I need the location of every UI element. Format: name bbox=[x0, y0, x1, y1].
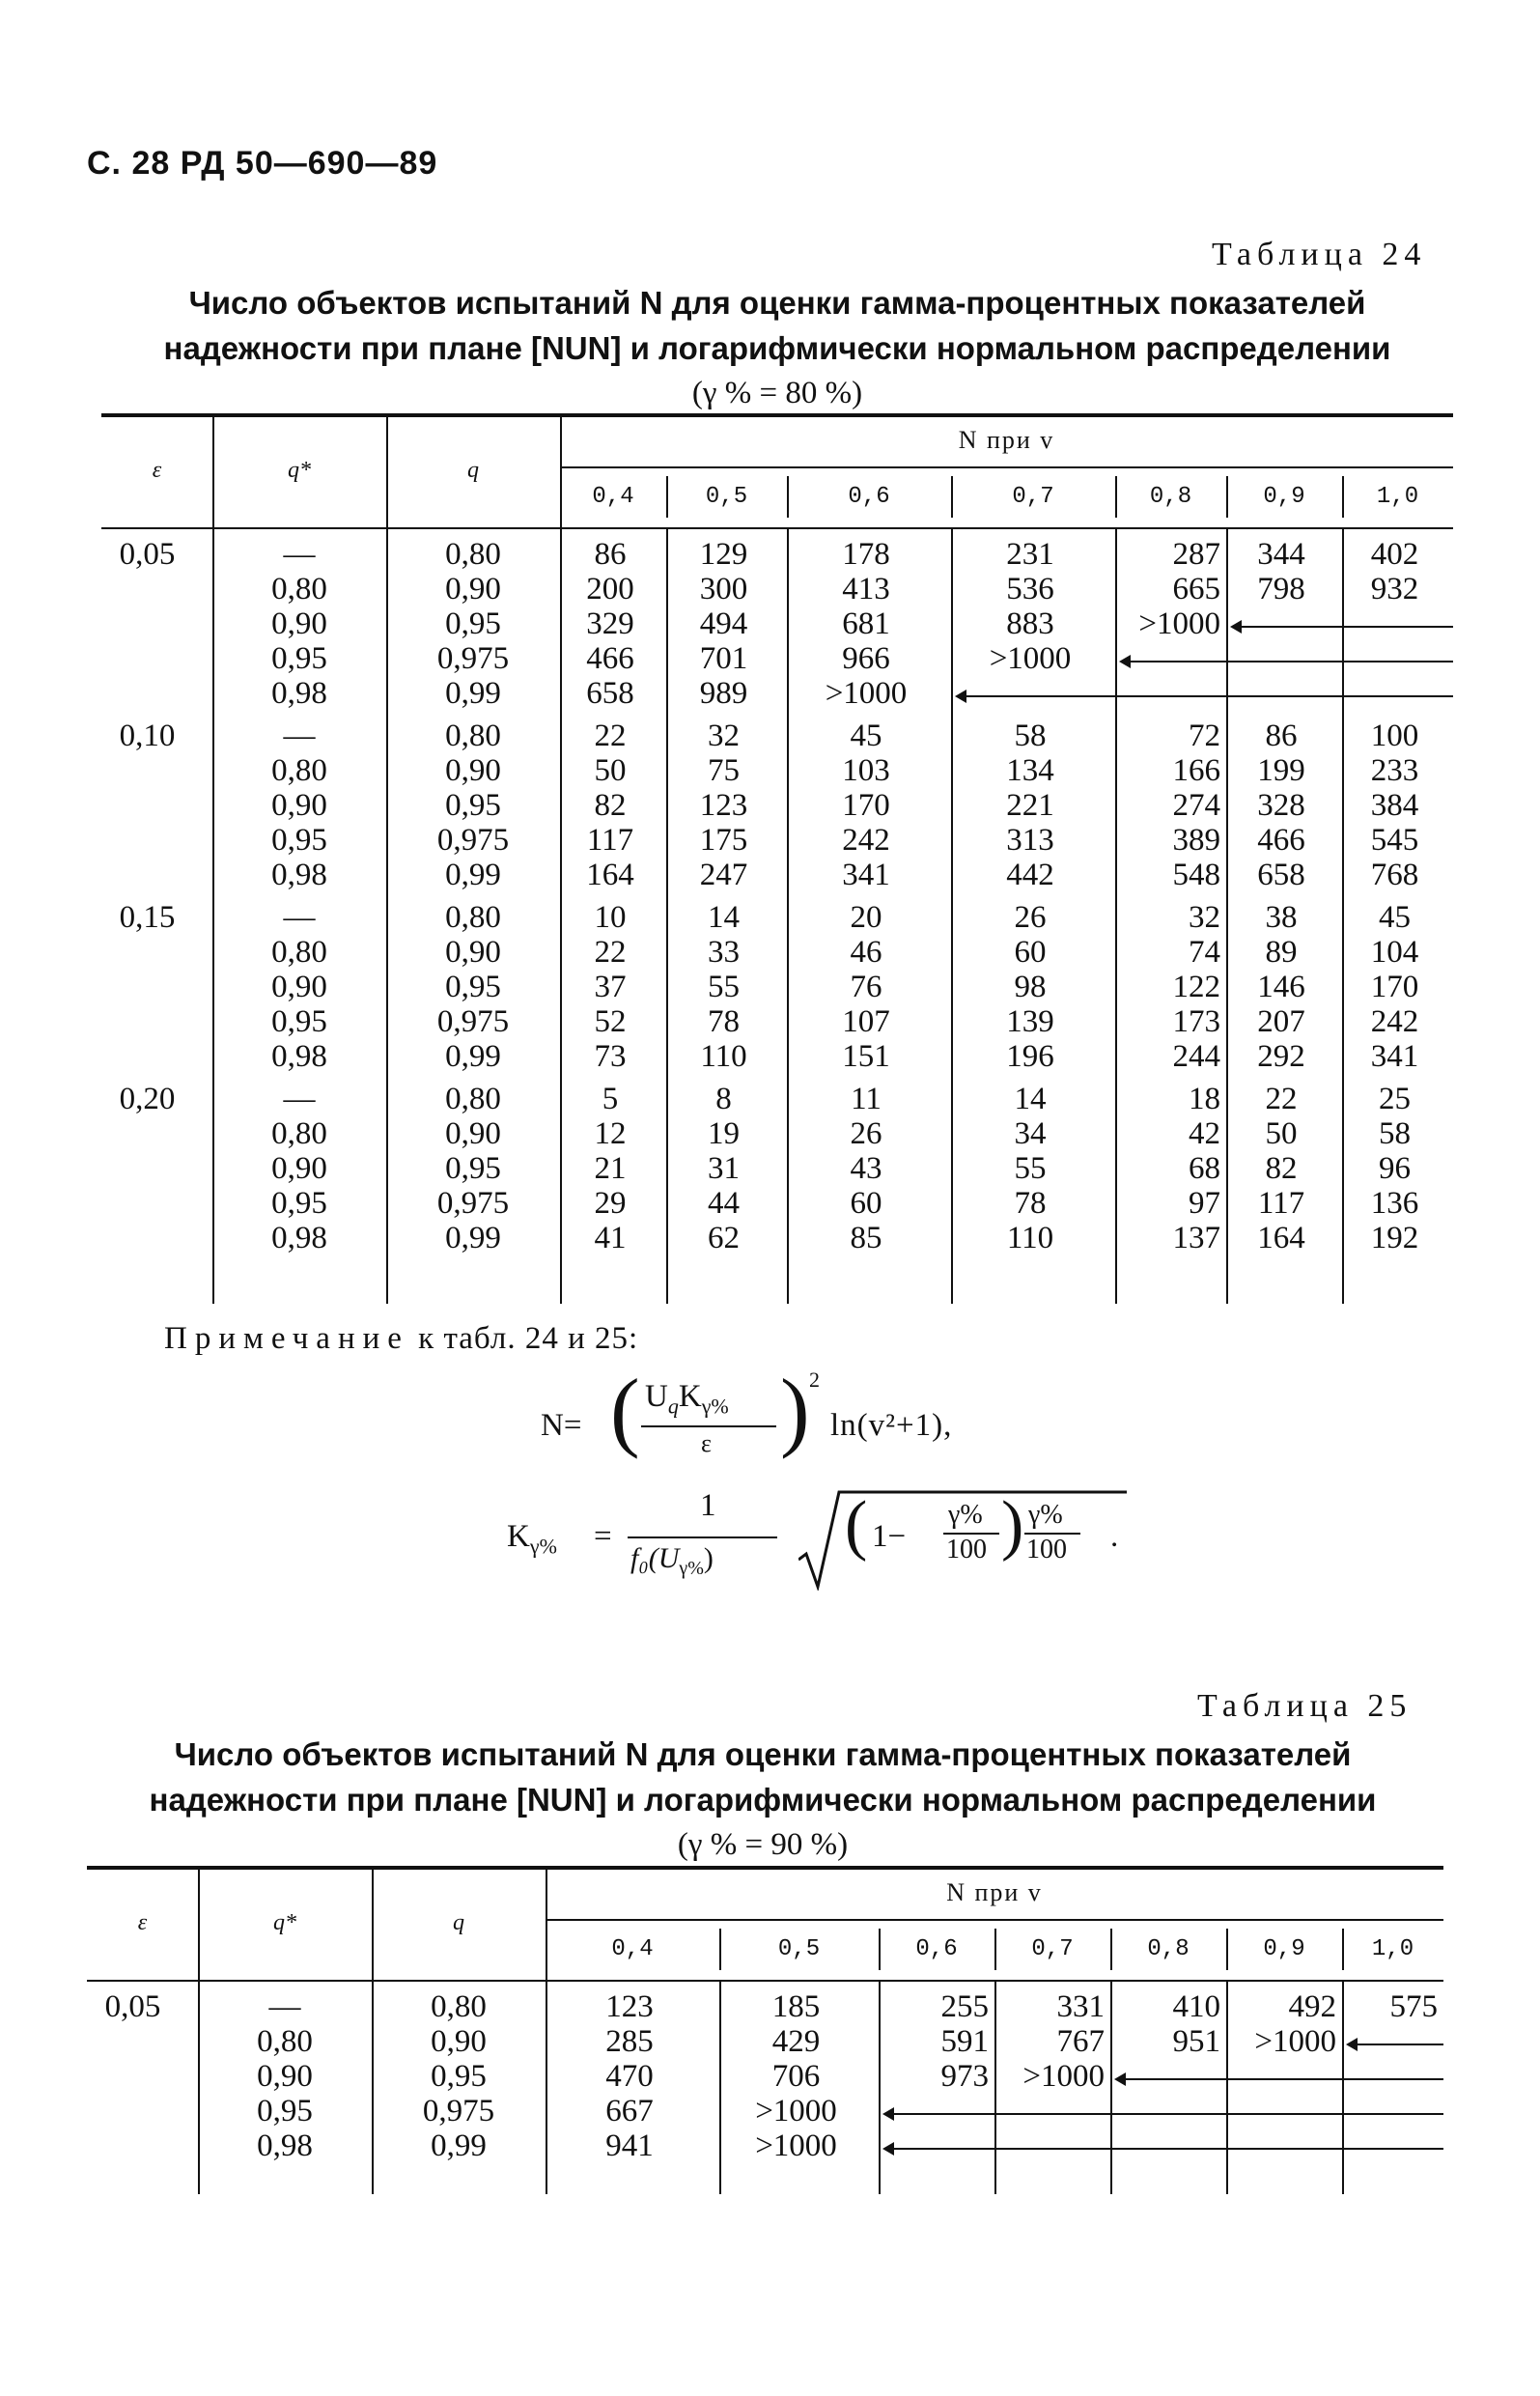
n-value: 31 bbox=[708, 1151, 740, 1186]
n-value: 58 bbox=[1379, 1116, 1411, 1151]
n-value: 196 bbox=[1006, 1039, 1054, 1074]
n-value: 136 bbox=[1370, 1186, 1419, 1221]
n-value: 44 bbox=[708, 1186, 740, 1221]
q-value: 0,80 bbox=[445, 1082, 501, 1116]
n-value: 344 bbox=[1257, 537, 1305, 572]
n-value: 82 bbox=[1265, 1151, 1298, 1186]
formula-n-paren-left: ( bbox=[610, 1361, 640, 1459]
n-value: 591 bbox=[940, 2024, 989, 2059]
n-value: 548 bbox=[1172, 858, 1220, 892]
header-qstar: q* bbox=[273, 1910, 296, 1935]
n-value: 287 bbox=[1172, 537, 1220, 572]
n-value: 22 bbox=[594, 719, 627, 753]
arrow-continuation bbox=[957, 695, 1453, 697]
n-value: 11 bbox=[851, 1082, 882, 1116]
formula-k-denominator: $f_0(U_{\gamma\%})$ bbox=[630, 1542, 714, 1579]
n-value: 494 bbox=[699, 606, 748, 641]
header-v-7: 1,0 bbox=[1371, 1936, 1414, 1962]
n-value: 170 bbox=[1370, 970, 1419, 1004]
formula-k-end: . bbox=[1110, 1519, 1119, 1554]
n-value: 20 bbox=[850, 900, 882, 935]
n-value: >1000 bbox=[1254, 2024, 1336, 2059]
n-value: 62 bbox=[708, 1221, 740, 1255]
header-eps: ε bbox=[137, 1910, 148, 1935]
n-value: >1000 bbox=[825, 676, 908, 711]
qstar-value: 0,90 bbox=[271, 606, 327, 641]
n-value: 658 bbox=[586, 676, 634, 711]
formula-k bbox=[507, 1482, 1144, 1598]
formula-k-numerator: 1 bbox=[700, 1488, 716, 1523]
n-value: 12 bbox=[594, 1116, 627, 1151]
formula-n-fraction-bar bbox=[641, 1425, 776, 1427]
formula-n-numerator: $U_qK_{\gamma\%}$ bbox=[645, 1379, 729, 1419]
formula-k-root-one-minus: 1− bbox=[872, 1519, 907, 1554]
n-value: 701 bbox=[699, 641, 748, 676]
table25-title-line-2: надежности при плане [NUN] и логарифмически нормальном распределении bbox=[149, 1782, 1377, 1818]
q-value: 0,99 bbox=[431, 2128, 487, 2163]
n-value: 244 bbox=[1172, 1039, 1220, 1074]
n-value: 41 bbox=[594, 1221, 627, 1255]
n-value: 14 bbox=[1014, 1082, 1047, 1116]
n-value: 207 bbox=[1257, 1004, 1305, 1039]
n-value: 242 bbox=[842, 823, 890, 858]
header-n-at: N при v bbox=[946, 1878, 1043, 1906]
n-value: 402 bbox=[1370, 537, 1419, 572]
q-value: 0,90 bbox=[445, 935, 501, 970]
table25-title-line-1: Число объектов испытаний N для оценки гамма-процентных показателей bbox=[174, 1736, 1352, 1772]
qstar-value: 0,95 bbox=[271, 641, 327, 676]
n-value: 19 bbox=[708, 1116, 740, 1151]
n-value: 706 bbox=[771, 2059, 821, 2094]
n-value: 329 bbox=[586, 606, 634, 641]
q-value: 0,975 bbox=[436, 823, 510, 858]
n-value: 52 bbox=[594, 1004, 627, 1039]
n-value: 331 bbox=[1056, 1989, 1105, 2024]
q-value: 0,90 bbox=[431, 2024, 487, 2059]
n-value: 46 bbox=[850, 935, 882, 970]
formula-k-equals: = bbox=[594, 1519, 612, 1554]
n-value: 545 bbox=[1370, 823, 1419, 858]
n-value: 86 bbox=[1265, 719, 1298, 753]
n-value: 151 bbox=[842, 1039, 890, 1074]
qstar-value: 0,98 bbox=[271, 676, 327, 711]
header-v-2: 0,5 bbox=[777, 1936, 821, 1962]
n-value: 341 bbox=[1370, 1039, 1419, 1074]
n-value: 73 bbox=[594, 1039, 627, 1074]
n-value: 60 bbox=[1014, 935, 1047, 970]
n-value: 665 bbox=[1172, 572, 1220, 606]
n-value: 104 bbox=[1370, 935, 1419, 970]
formula-n bbox=[541, 1361, 1043, 1487]
n-value: 10 bbox=[594, 900, 627, 935]
n-value: 38 bbox=[1265, 900, 1298, 935]
arrow-continuation bbox=[884, 2148, 1443, 2150]
n-value: 32 bbox=[708, 719, 740, 753]
n-value: 68 bbox=[1189, 1151, 1220, 1186]
n-value: 110 bbox=[700, 1039, 747, 1074]
n-value: 247 bbox=[699, 858, 748, 892]
n-value: 300 bbox=[699, 572, 748, 606]
n-value: 966 bbox=[842, 641, 890, 676]
table-header-rule bbox=[101, 527, 1453, 529]
header-v-6: 0,9 bbox=[1263, 1936, 1305, 1962]
n-value: 137 bbox=[1172, 1221, 1220, 1255]
formula-n-paren-right: ) bbox=[780, 1361, 810, 1459]
q-value: 0,975 bbox=[422, 2094, 495, 2128]
n-value: 164 bbox=[586, 858, 634, 892]
qstar-value: 0,80 bbox=[271, 1116, 327, 1151]
qstar-value: 0,98 bbox=[271, 858, 327, 892]
qstar-value: 0,90 bbox=[271, 788, 327, 823]
q-value: 0,99 bbox=[445, 1221, 501, 1255]
n-value: 78 bbox=[708, 1004, 740, 1039]
formula-k-lhs: $K_{\gamma\%}$ bbox=[507, 1519, 557, 1559]
n-value: 29 bbox=[594, 1186, 627, 1221]
n-value: 536 bbox=[1006, 572, 1054, 606]
page-header: С. 28 РД 50—690—89 bbox=[87, 145, 438, 182]
n-value: 255 bbox=[940, 1989, 989, 2024]
header-n-at: N при v bbox=[958, 426, 1055, 454]
header-v-1: 0,4 bbox=[592, 484, 634, 510]
eps-value: 0,05 bbox=[119, 537, 176, 572]
table24-title-line-1: Число объектов испытаний N для оценки гамма-процентных показателей bbox=[188, 285, 1366, 321]
q-value: 0,95 bbox=[445, 1151, 501, 1186]
q-value: 0,90 bbox=[445, 572, 501, 606]
n-value: 86 bbox=[594, 537, 627, 572]
q-value: 0,80 bbox=[445, 537, 501, 572]
header-v-4: 0,7 bbox=[1012, 484, 1054, 510]
note-text: к табл. 24 и 25: bbox=[408, 1321, 639, 1356]
n-value: 117 bbox=[586, 823, 634, 858]
n-value: 292 bbox=[1257, 1039, 1305, 1074]
formula-n-denominator: ε bbox=[701, 1429, 712, 1457]
n-value: 466 bbox=[586, 641, 634, 676]
arrow-head bbox=[1346, 2038, 1358, 2051]
n-value: 26 bbox=[850, 1116, 882, 1151]
n-value: 129 bbox=[699, 537, 748, 572]
table25-title bbox=[72, 1732, 1453, 1868]
header-v-4: 0,7 bbox=[1031, 1936, 1074, 1962]
n-value: 42 bbox=[1189, 1116, 1220, 1151]
n-value: 410 bbox=[1172, 1989, 1220, 2024]
arrow-continuation bbox=[1121, 661, 1453, 662]
header-v-3: 0,6 bbox=[915, 1936, 958, 1962]
n-value: 883 bbox=[1006, 606, 1054, 641]
n-value: 96 bbox=[1379, 1151, 1411, 1186]
qstar-value: — bbox=[283, 719, 316, 753]
arrow-head bbox=[1119, 655, 1131, 668]
n-value: 470 bbox=[605, 2059, 654, 2094]
n-value: 185 bbox=[771, 1989, 821, 2024]
n-value: 941 bbox=[605, 2128, 654, 2163]
n-value: 146 bbox=[1257, 970, 1305, 1004]
qstar-value: 0,90 bbox=[271, 1151, 327, 1186]
eps-value: 0,05 bbox=[104, 1989, 161, 2024]
n-value: 55 bbox=[708, 970, 740, 1004]
table25-title-line-3: (γ % = 90 %) bbox=[677, 1827, 849, 1862]
qstar-value: — bbox=[283, 537, 316, 572]
formula-k-root-paren-left: ( bbox=[845, 1488, 868, 1563]
header-v-7: 1,0 bbox=[1376, 484, 1419, 510]
q-value: 0,975 bbox=[436, 1004, 510, 1039]
formula-n-rhs: ln(v²+1), bbox=[830, 1408, 953, 1443]
n-value: 175 bbox=[699, 823, 748, 858]
n-value: 798 bbox=[1257, 572, 1305, 606]
n-value: 33 bbox=[708, 935, 740, 970]
formula-k-frac2-num: γ% bbox=[1028, 1500, 1063, 1530]
n-value: 78 bbox=[1014, 1186, 1047, 1221]
n-value: 50 bbox=[594, 753, 627, 788]
table24 bbox=[101, 413, 1453, 1311]
n-value: 973 bbox=[940, 2059, 989, 2094]
arrow-continuation bbox=[1116, 2078, 1443, 2080]
n-value: 274 bbox=[1172, 788, 1220, 823]
n-value: 110 bbox=[1006, 1221, 1054, 1255]
n-value: 667 bbox=[605, 2094, 654, 2128]
q-value: 0,99 bbox=[445, 1039, 501, 1074]
arrow-head bbox=[955, 690, 966, 703]
q-value: 0,99 bbox=[445, 858, 501, 892]
n-value: 60 bbox=[850, 1186, 882, 1221]
table25-caption: Таблица 25 bbox=[1197, 1688, 1413, 1724]
q-value: 0,99 bbox=[445, 676, 501, 711]
header-v-5: 0,8 bbox=[1147, 1936, 1190, 1962]
n-value: 389 bbox=[1172, 823, 1220, 858]
header-v-5: 0,8 bbox=[1149, 484, 1192, 510]
qstar-value: — bbox=[283, 900, 316, 935]
formula-n-power: 2 bbox=[809, 1367, 820, 1392]
table-header-rule bbox=[87, 1980, 1443, 1982]
n-value: 97 bbox=[1189, 1186, 1220, 1221]
qstar-value: — bbox=[283, 1082, 316, 1116]
n-value: 74 bbox=[1189, 935, 1220, 970]
n-value: 55 bbox=[1014, 1151, 1047, 1186]
n-value: 221 bbox=[1006, 788, 1054, 823]
arrow-continuation bbox=[1348, 2044, 1443, 2045]
q-value: 0,90 bbox=[445, 1116, 501, 1151]
n-value: 466 bbox=[1257, 823, 1305, 858]
n-value: 231 bbox=[1006, 537, 1054, 572]
n-value: 37 bbox=[594, 970, 627, 1004]
header-eps: ε bbox=[152, 458, 162, 483]
eps-value: 0,15 bbox=[119, 900, 176, 935]
n-value: 139 bbox=[1006, 1004, 1054, 1039]
q-value: 0,975 bbox=[436, 1186, 510, 1221]
n-value: 18 bbox=[1189, 1082, 1220, 1116]
n-value: >1000 bbox=[755, 2094, 837, 2128]
qstar-value: 0,80 bbox=[271, 753, 327, 788]
n-value: 313 bbox=[1006, 823, 1054, 858]
n-value: 932 bbox=[1370, 572, 1419, 606]
n-value: 103 bbox=[842, 753, 890, 788]
formula-n-lhs: N= bbox=[541, 1408, 582, 1443]
header-v-1: 0,4 bbox=[611, 1936, 654, 1962]
n-value: 233 bbox=[1370, 753, 1419, 788]
n-value: 178 bbox=[842, 537, 890, 572]
n-value: 22 bbox=[1265, 1082, 1298, 1116]
n-value: 170 bbox=[842, 788, 890, 823]
n-value: 242 bbox=[1370, 1004, 1419, 1039]
n-value: 50 bbox=[1265, 1116, 1298, 1151]
n-value: 173 bbox=[1172, 1004, 1220, 1039]
n-value: 951 bbox=[1172, 2024, 1220, 2059]
n-value: 123 bbox=[699, 788, 748, 823]
n-value: 768 bbox=[1370, 858, 1419, 892]
n-value: >1000 bbox=[1138, 606, 1220, 641]
qstar-value: 0,98 bbox=[257, 2128, 313, 2163]
header-q: q bbox=[467, 458, 479, 483]
arrow-head bbox=[882, 2107, 894, 2121]
n-value: 45 bbox=[850, 719, 882, 753]
eps-value: 0,20 bbox=[119, 1082, 176, 1116]
n-value: 76 bbox=[850, 970, 882, 1004]
n-value: 100 bbox=[1370, 719, 1419, 753]
n-value: 43 bbox=[850, 1151, 882, 1186]
q-value: 0,80 bbox=[431, 1989, 487, 2024]
q-value: 0,80 bbox=[445, 900, 501, 935]
note-prefix: Примечание bbox=[164, 1321, 409, 1356]
table24-caption: Таблица 24 bbox=[1212, 237, 1427, 272]
n-value: 429 bbox=[771, 2024, 821, 2059]
qstar-value: 0,95 bbox=[271, 1004, 327, 1039]
n-value: 658 bbox=[1257, 858, 1305, 892]
table25 bbox=[87, 1866, 1443, 2199]
header-qstar: q* bbox=[288, 458, 311, 483]
n-value: >1000 bbox=[755, 2128, 837, 2163]
n-value: 575 bbox=[1389, 1989, 1438, 2024]
n-value: 442 bbox=[1006, 858, 1054, 892]
n-value: 989 bbox=[699, 676, 748, 711]
n-value: 89 bbox=[1265, 935, 1298, 970]
n-value: 45 bbox=[1379, 900, 1411, 935]
qstar-value: 0,95 bbox=[257, 2094, 313, 2128]
n-value: 681 bbox=[842, 606, 890, 641]
arrow-head bbox=[1230, 620, 1242, 634]
n-value: 200 bbox=[586, 572, 634, 606]
formula-k-root-paren-right: ) bbox=[1001, 1488, 1024, 1563]
n-value: >1000 bbox=[1022, 2059, 1105, 2094]
n-value: 14 bbox=[708, 900, 740, 935]
n-value: 164 bbox=[1257, 1221, 1305, 1255]
q-value: 0,95 bbox=[445, 970, 501, 1004]
n-value: 21 bbox=[594, 1151, 627, 1186]
n-value: 58 bbox=[1014, 719, 1047, 753]
qstar-value: 0,98 bbox=[271, 1221, 327, 1255]
n-value: 26 bbox=[1014, 900, 1047, 935]
qstar-value: 0,98 bbox=[271, 1039, 327, 1074]
n-value: 82 bbox=[594, 788, 627, 823]
n-value: 767 bbox=[1056, 2024, 1105, 2059]
qstar-value: 0,95 bbox=[271, 1186, 327, 1221]
n-value: 34 bbox=[1014, 1116, 1047, 1151]
table-note bbox=[164, 1321, 638, 1357]
n-value: 122 bbox=[1172, 970, 1220, 1004]
qstar-value: — bbox=[268, 1989, 301, 2024]
n-value: 134 bbox=[1006, 753, 1054, 788]
qstar-value: 0,95 bbox=[271, 823, 327, 858]
n-value: 413 bbox=[842, 572, 890, 606]
header-v-6: 0,9 bbox=[1263, 484, 1305, 510]
n-value: 123 bbox=[605, 1989, 654, 2024]
formula-k-frac1-den: 100 bbox=[946, 1535, 987, 1564]
n-value: 328 bbox=[1257, 788, 1305, 823]
qstar-value: 0,90 bbox=[257, 2059, 313, 2094]
n-value: 384 bbox=[1370, 788, 1419, 823]
n-value: 166 bbox=[1172, 753, 1220, 788]
q-value: 0,95 bbox=[445, 788, 501, 823]
qstar-value: 0,80 bbox=[257, 2024, 313, 2059]
qstar-value: 0,80 bbox=[271, 572, 327, 606]
header-q: q bbox=[453, 1910, 464, 1935]
q-value: 0,95 bbox=[445, 606, 501, 641]
arrow-continuation bbox=[1232, 626, 1453, 628]
n-value: 285 bbox=[605, 2024, 654, 2059]
n-value: 341 bbox=[842, 858, 890, 892]
header-v-3: 0,6 bbox=[848, 484, 890, 510]
formula-k-frac1-num: γ% bbox=[948, 1500, 983, 1530]
eps-value: 0,10 bbox=[119, 719, 176, 753]
n-value: 492 bbox=[1288, 1989, 1336, 2024]
qstar-value: 0,90 bbox=[271, 970, 327, 1004]
q-value: 0,90 bbox=[445, 753, 501, 788]
arrow-continuation bbox=[884, 2113, 1443, 2115]
n-value: 75 bbox=[708, 753, 740, 788]
arrow-head bbox=[882, 2142, 894, 2156]
n-value: 85 bbox=[850, 1221, 882, 1255]
n-value: 117 bbox=[1257, 1186, 1305, 1221]
n-value: 192 bbox=[1370, 1221, 1419, 1255]
arrow-head bbox=[1114, 2072, 1126, 2086]
formula-k-frac2-den: 100 bbox=[1026, 1535, 1067, 1564]
formula-k-fraction-bar bbox=[628, 1536, 777, 1538]
q-value: 0,975 bbox=[436, 641, 510, 676]
n-value: 98 bbox=[1014, 970, 1047, 1004]
q-value: 0,95 bbox=[431, 2059, 487, 2094]
qstar-value: 0,80 bbox=[271, 935, 327, 970]
n-value: >1000 bbox=[989, 641, 1072, 676]
q-value: 0,80 bbox=[445, 719, 501, 753]
header-v-2: 0,5 bbox=[705, 484, 748, 510]
table24-title bbox=[87, 280, 1468, 416]
n-value: 32 bbox=[1189, 900, 1220, 935]
n-value: 5 bbox=[602, 1082, 619, 1116]
n-value: 22 bbox=[594, 935, 627, 970]
n-value: 8 bbox=[715, 1082, 732, 1116]
n-value: 25 bbox=[1379, 1082, 1411, 1116]
n-value: 107 bbox=[842, 1004, 890, 1039]
n-value: 199 bbox=[1257, 753, 1305, 788]
n-value: 72 bbox=[1189, 719, 1220, 753]
table24-title-line-3: (γ % = 80 %) bbox=[691, 376, 863, 410]
table24-title-line-2: надежности при плане [NUN] и логарифмически нормальном распределении bbox=[163, 330, 1391, 366]
